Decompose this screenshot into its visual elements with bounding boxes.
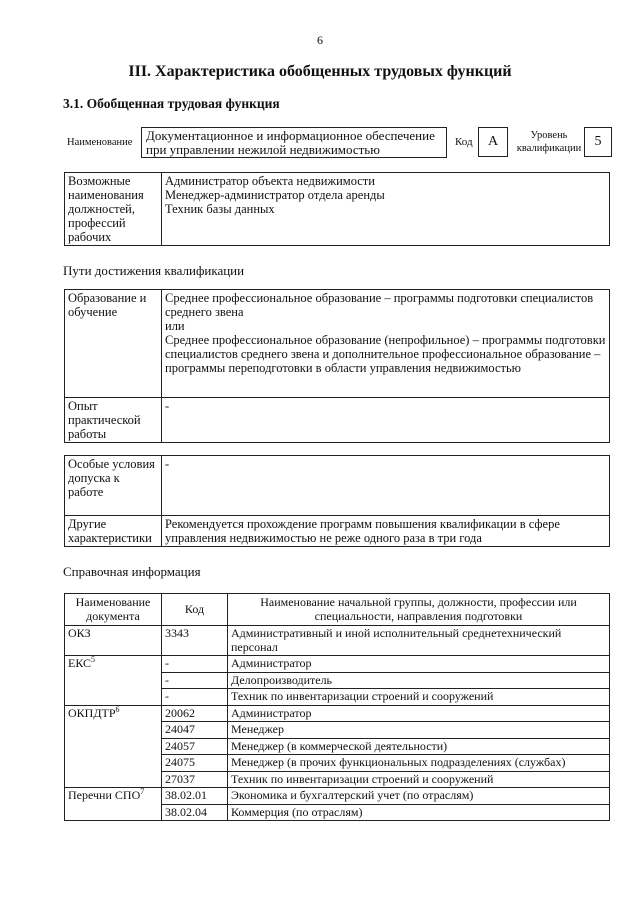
positions-label: Возможные наименования должностей, профессий рабочих [65,173,162,246]
reference-heading: Справочная информация [63,564,201,579]
okpdtr-name: Техник по инвентаризации строений и сооружений [228,771,610,788]
eks-doc: ЕКС [68,656,92,670]
function-name: Документационное и информационное обеспечение при управлении нежилой недвижимостью [141,127,447,158]
eks-doc-cell [65,656,162,706]
okz-code: 3343 [162,626,228,656]
education-label: Образование и обучение [65,290,162,398]
col-name-header: Наименование начальной группы, должности, профессии или специальности, направления подготовки [228,594,610,626]
okpdtr-name: Менеджер (в коммерческой деятельности) [228,738,610,755]
education-table [64,289,610,443]
special-conditions-value: - [162,456,610,516]
other-value: Рекомендуется прохождение программ повышения квалификации в сфере управления недвижимостью не реже одного раза в три года [162,516,610,547]
okz-name: Административный и иной исполнительный среднетехнический персонал [228,626,610,656]
table-row [65,705,610,722]
col-code-header: Код [162,594,228,626]
eks-footnote: 5 [91,655,96,664]
positions-value: Администратор объекта недвижимости Менеджер-администратор отдела аренды Техник базы данных [162,173,610,246]
spo-name: Коммерция (по отраслям) [228,804,610,821]
eks-code: - [162,689,228,706]
name-label: Наименование [67,137,133,148]
eks-code: - [162,672,228,689]
eks-name: Делопроизводитель [228,672,610,689]
eks-code: - [162,656,228,673]
positions-table [64,172,610,246]
okpdtr-code: 24057 [162,738,228,755]
okpdtr-name: Менеджер (в прочих функциональных подразделениях (службах) [228,755,610,772]
eks-name: Техник по инвентаризации строений и сооружений [228,689,610,706]
okpdtr-doc: ОКПДТР [68,705,116,720]
experience-value: - [162,398,610,443]
spo-name: Экономика и бухгалтерский учет (по отраслям) [228,788,610,805]
special-conditions-label: Особые условия допуска к работе [65,456,162,516]
col-doc-header: Наименование документа [65,594,162,626]
section-title: III. Характеристика обобщенных трудовых функций [128,63,512,80]
table-row [65,656,610,673]
okpdtr-doc-cell [65,705,162,788]
table-row [65,788,610,805]
code-label: Код [455,136,473,148]
okpdtr-code: 24075 [162,755,228,772]
spo-doc: Перечни СПО [68,788,141,802]
section-subtitle: 3.1. Обобщенная трудовая функция [63,96,280,111]
experience-label: Опыт практической работы [65,398,162,443]
reference-table [64,593,610,821]
okpdtr-name: Администратор [228,705,610,722]
okz-doc: ОКЗ [65,626,162,656]
okpdtr-footnote: 6 [115,704,120,714]
eks-name: Администратор [228,656,610,673]
okpdtr-code: 27037 [162,771,228,788]
qualification-paths-heading: Пути достижения квалификации [63,263,245,278]
spo-doc-cell [65,788,162,821]
other-label: Другие характеристики [65,516,162,547]
level-value: 5 [584,127,612,157]
spo-code: 38.02.01 [162,788,228,805]
spo-code: 38.02.04 [162,804,228,821]
spo-footnote: 7 [140,787,145,796]
education-value: Среднее профессиональное образование – программы подготовки специалистов среднего звена или Среднее профессиональное образование (непрофильное) – программы подготовки специалистов среднего звена и дополнительное профессиональное образование – программы переподготовки в области управления недвижимостью [162,290,610,398]
conditions-table [64,455,610,547]
page-number: 6 [317,33,323,47]
code-value: A [478,127,508,157]
okpdtr-code: 24047 [162,722,228,739]
okpdtr-code: 20062 [162,705,228,722]
table-row [65,626,610,656]
level-label: Уровень квалификации [516,130,582,154]
okpdtr-name: Менеджер [228,722,610,739]
